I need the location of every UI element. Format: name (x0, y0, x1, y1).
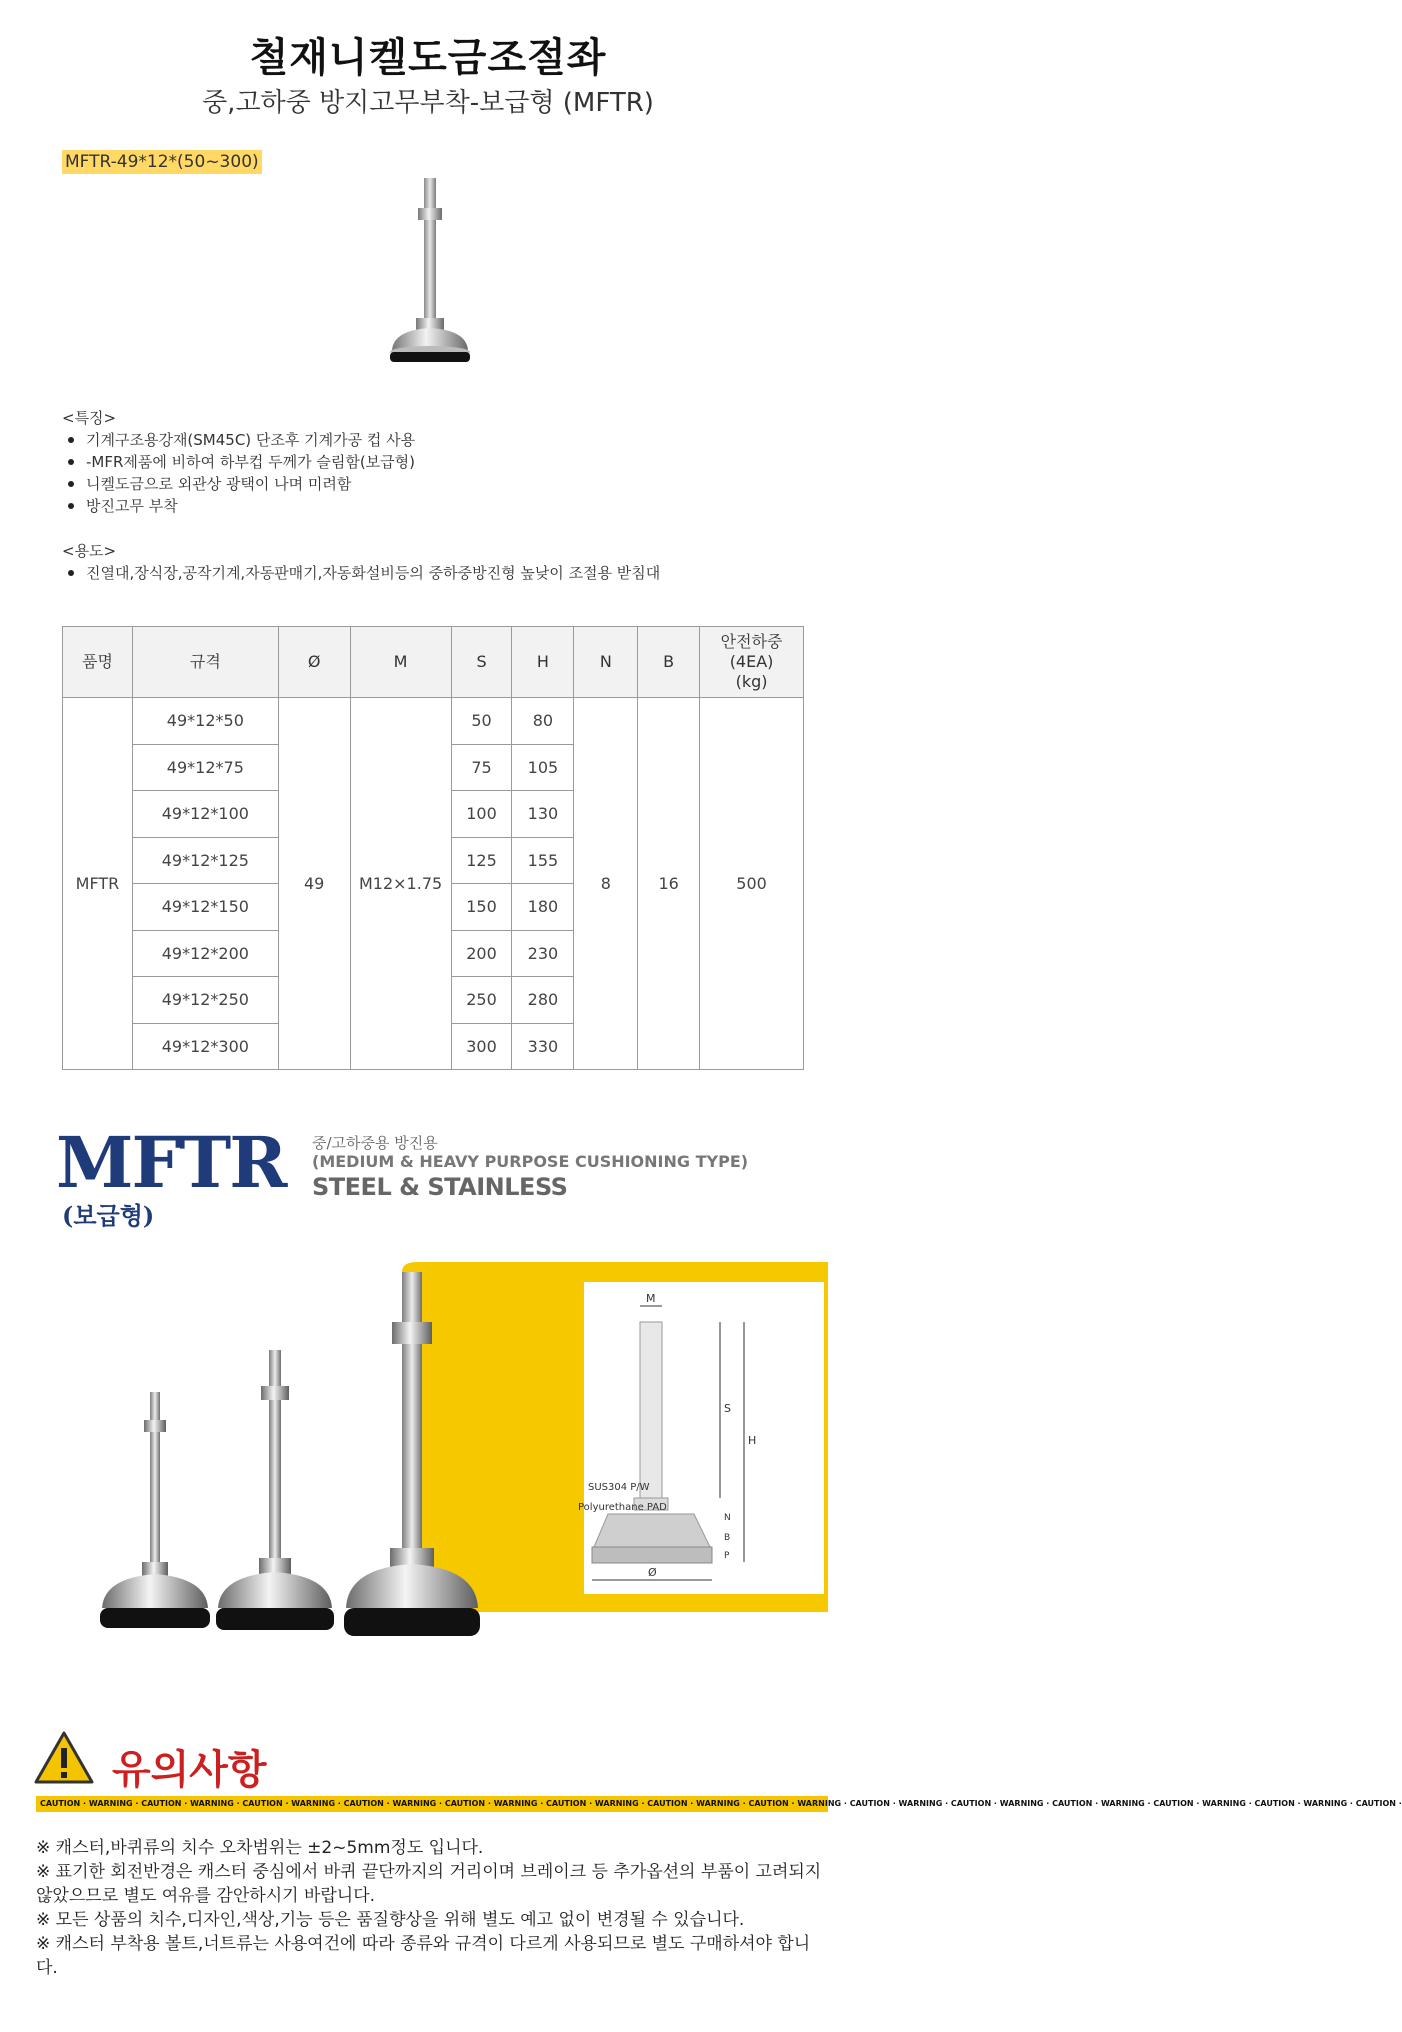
spec-header-row (63, 627, 804, 698)
spec-cell: 49*12*75 (132, 744, 278, 791)
material-label: STEEL & STAINLESS (312, 1173, 568, 1201)
h-cell: 130 (512, 791, 574, 838)
warning-icon (33, 1730, 95, 1786)
header-cell: H (512, 627, 574, 698)
dim-label-diameter: Ø (648, 1566, 657, 1579)
n-cell: 8 (574, 698, 638, 1070)
spec-table (62, 626, 804, 1070)
caution-notes (36, 1836, 826, 1980)
features-section (62, 407, 415, 517)
s-cell: 300 (451, 1023, 512, 1070)
s-cell: 125 (451, 837, 512, 884)
header-cell: Ø (278, 627, 350, 698)
h-cell: 105 (512, 744, 574, 791)
header-cell: 규격 (132, 627, 278, 698)
header-cell: 안전하중 (4EA) (kg) (700, 627, 804, 698)
spec-cell: 49*12*50 (132, 698, 278, 745)
page-subtitle: 중,고하중 방지고무부착-보급형 (MFTR) (202, 88, 654, 118)
h-cell: 155 (512, 837, 574, 884)
brand-logo-sub: (보급형) (62, 1201, 155, 1230)
header-cell: B (638, 627, 700, 698)
product-name-cell: MFTR (63, 698, 133, 1070)
feature-item: 니켈도금으로 외관상 광택이 나며 미려함 (62, 473, 415, 495)
spec-cell: 49*12*125 (132, 837, 278, 884)
dim-label-s: S (724, 1402, 731, 1415)
s-cell: 50 (451, 698, 512, 745)
note-item: ※ 캐스터 부착용 볼트,너트류는 사용여건에 따라 종류와 규격이 다르게 사용되므로 별도 구매하셔야 합니다. (36, 1934, 811, 1978)
h-cell: 230 (512, 930, 574, 977)
label-pad: Polyurethane PAD (578, 1502, 667, 1513)
product-photo (330, 170, 530, 380)
type-english: (MEDIUM & HEAVY PURPOSE CUSHIONING TYPE) (312, 1152, 749, 1171)
model-tag: MFTR-49*12*(50~300) (62, 150, 262, 174)
h-cell: 280 (512, 977, 574, 1024)
brand-logo: MFTR (56, 1121, 286, 1204)
caution-stripe: CAUTION · WARNING · CAUTION · WARNING · CAUTION · WARNING · CAUTION · WARNING · CAUTION · WARNING · CAUTION · WARNING · CAUTION · WARNING · CAUTION · WARNING · CAUTION · WARNING · CAUTION · WARNING · CAUTION · WARNING · CAUTION · WARNING · CAUTION · WARNING · CAUTION · (36, 1796, 828, 1812)
s-cell: 75 (451, 744, 512, 791)
feature-item: 방진고무 부착 (62, 495, 415, 517)
header-cell: N (574, 627, 638, 698)
spec-cell: 49*12*300 (132, 1023, 278, 1070)
s-cell: 200 (451, 930, 512, 977)
feature-item: -MFR제품에 비하여 하부컵 두께가 슬림함(보급형) (62, 451, 415, 473)
s-cell: 100 (451, 791, 512, 838)
uses-heading: <용도> (62, 542, 117, 560)
diameter-cell: 49 (278, 698, 350, 1070)
h-cell: 80 (512, 698, 574, 745)
h-cell: 330 (512, 1023, 574, 1070)
note-item: ※ 모든 상품의 치수,디자인,색상,기능 등은 품질향상을 위해 별도 예고 없이 변경될 수 있습니다. (36, 1910, 745, 1930)
thread-cell: M12×1.75 (350, 698, 451, 1070)
table-row (63, 698, 804, 745)
feature-item: 기계구조용강재(SM45C) 단조후 기계가공 컵 사용 (62, 429, 415, 451)
spec-cell: 49*12*250 (132, 977, 278, 1024)
header-cell: S (451, 627, 512, 698)
b-cell: 16 (638, 698, 700, 1070)
dim-label-p: P (724, 1551, 730, 1561)
dim-label-n: N (724, 1513, 731, 1523)
s-cell: 150 (451, 884, 512, 931)
uses-section (62, 540, 660, 584)
label-sus: SUS304 P/W (588, 1482, 650, 1493)
spec-cell: 49*12*150 (132, 884, 278, 931)
type-korean: 중/고하중용 방진용 (312, 1134, 438, 1152)
dim-label-h: H (748, 1434, 757, 1447)
features-heading: <특징> (62, 409, 117, 427)
spec-cell: 49*12*200 (132, 930, 278, 977)
header-cell: 품명 (63, 627, 133, 698)
h-cell: 180 (512, 884, 574, 931)
dim-label-b: B (724, 1533, 731, 1543)
header-cell: M (350, 627, 451, 698)
note-item: ※ 캐스터,바퀴류의 치수 오차범위는 ±2~5mm정도 입니다. (36, 1838, 484, 1858)
dim-label-m: M (646, 1292, 656, 1305)
spec-cell: 49*12*100 (132, 791, 278, 838)
page-title: 철재니켈도금조절좌 (249, 35, 607, 81)
s-cell: 250 (451, 977, 512, 1024)
safe-load-cell: 500 (700, 698, 804, 1070)
leveling-feet-photo (96, 1262, 516, 1662)
use-item: 진열대,장식장,공작기계,자동판매기,자동화설비등의 중하중방진형 높낮이 조절용 받침대 (62, 562, 660, 584)
note-item: ※ 표기한 회전반경은 캐스터 중심에서 바퀴 끝단까지의 거리이며 브레이크 등 추가옵션의 부품이 고려되지 않았으므로 별도 여유를 감안하시기 바랍니다. (36, 1862, 822, 1906)
caution-title: 유의사항 (112, 1747, 267, 1793)
